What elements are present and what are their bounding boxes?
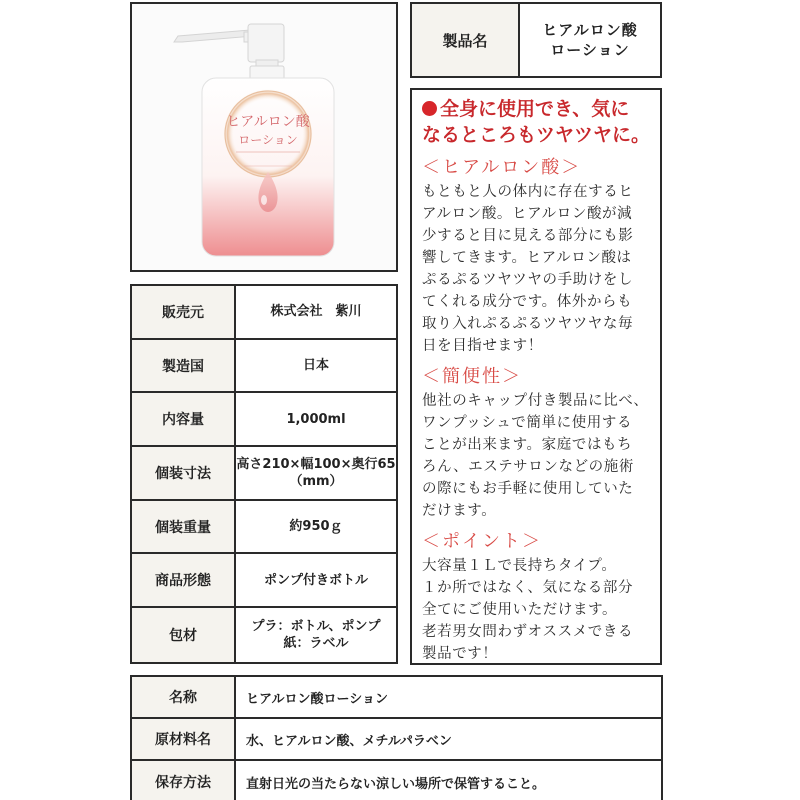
ingredient-value: ヒアルロン酸ローション (246, 691, 388, 707)
spec-key: 包材 (132, 608, 236, 662)
red-bullet-icon (422, 101, 437, 116)
section-title: ＜ポイント＞ (422, 531, 542, 552)
description-panel (410, 88, 662, 665)
spec-key: 販売元 (132, 286, 236, 338)
section-title: ＜簡便性＞ (422, 366, 522, 387)
product-image-panel (130, 2, 398, 272)
product-bottle-image (132, 4, 396, 270)
ingredient-key: 保存方法 (132, 761, 236, 800)
table-row (132, 340, 396, 394)
product-name-value: ヒアルロン酸 ローション (542, 21, 638, 59)
svg-text:ローション: ローション (238, 133, 298, 147)
table-row (132, 501, 396, 555)
spec-value: 1,000ml (286, 411, 346, 427)
section-point (422, 529, 650, 665)
spec-value: ポンプ付きボトル (263, 572, 368, 588)
section-hyaluronic (422, 155, 650, 357)
spec-value: 約950ｇ (289, 519, 343, 535)
spec-value: 高さ210×幅100×奥行65 （mm） (236, 456, 396, 489)
spec-value: 日本 (302, 358, 329, 374)
table-row (132, 393, 396, 447)
table-row (132, 286, 396, 340)
section-body: 大容量１Ｌで長持ちタイプ。 １か所ではなく、気になる部分 全てにご使用いただけます。 老若男女問わずオススメできる 製品です！ (422, 558, 634, 662)
spec-key: 内容量 (132, 393, 236, 445)
bottle-label-title: ヒアルロン酸 (226, 114, 310, 130)
section-body: もともと人の体内に存在するヒ アルロン酸。ヒアルロン酸が減 少すると目に見える部分にも影 響してきます。ヒアルロン酸は ぷるぷるツヤツヤの手助けをし てくれる成分です。体外からも 取り入れぷるぷるツヤツヤな毎 日を目指せます！ (422, 184, 634, 354)
table-row (132, 761, 661, 800)
section-body: 他社のキャップ付き製品に比べ、 ワンプッシュで簡単に使用する ことが出来ます。家庭ではもち ろん、エステサロンなどの施術 の際にもお手軽に使用していた だけます。 (422, 393, 649, 519)
spec-value: 株式会社 紫川 (270, 304, 362, 320)
table-row (132, 608, 396, 662)
table-row (132, 554, 396, 608)
ingredients-table (130, 675, 663, 800)
spec-key: 個装寸法 (132, 447, 236, 499)
product-name-label: 製品名 (412, 4, 520, 76)
ingredient-value: 直射日光の当たらない涼しい場所で保管すること。 (246, 776, 546, 792)
spec-key: 商品形態 (132, 554, 236, 606)
product-name-header (410, 2, 662, 78)
table-row (132, 447, 396, 501)
spec-value: プラ：ボトル、ポンプ 紙：ラベル (251, 618, 381, 651)
spec-key: 個装重量 (132, 501, 236, 553)
section-title: ＜ヒアルロン酸＞ (422, 157, 582, 178)
table-row (132, 719, 661, 761)
headline: 全身に使用でき、気に なるところもツヤツヤに。 (422, 98, 651, 146)
ingredient-key: 原材料名 (132, 719, 236, 759)
table-row (132, 677, 661, 719)
spec-table (130, 284, 398, 664)
section-convenience (422, 364, 650, 522)
ingredient-value: 水、ヒアルロン酸、メチルパラベン (246, 733, 452, 749)
spec-key: 製造国 (132, 340, 236, 392)
ingredient-key: 名称 (132, 677, 236, 717)
